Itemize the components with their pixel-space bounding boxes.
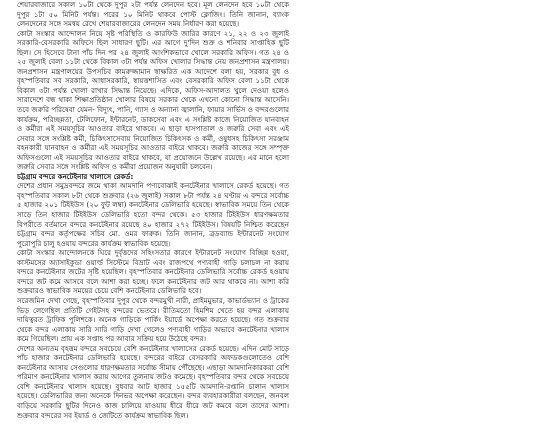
article-paragraph: সরেজমিন দেখা গেছে, বৃহস্পতিবার দুপুর থেকে বন্দরমুখী নারী, প্রাইমমুভার, কাভার্ডভ্যান ও ট্রাকের ভিড় লেগেছিল প্রতিটি গেইটসহ বন্দরের ভেতরে। রীতিমতো হিমশিম খেতে হয় বন্দর এলাকায় দায়িত্বরত ট্রাফিক পুলিশকে। অনেক গাড়িকে পার্কিং ইয়ার্ডে অপেক্ষা করতে হয়েছে। গত শুক্রবার থেকে বন্দর এলাকায় সারি সারি গাড়ি দেখা গেলেও পণ্যবাহী গাড়ির অভাবে কনটেইনার খালাস কমে গিয়েছিল। প্রায় এক সপ্তাহ পর আবার সক্রিয় হয়ে উঠেছে বন্দর। (17, 295, 289, 344)
article-paragraph: কোটা সংস্কার আন্দোলনকে ঘিরে দুর্বৃত্তদের সহিংসতার কারণে ইন্টারনেট সংযোগ বিচ্ছিন্ন হওয়া, কাস্টমসের অ্যাসাইকুডা ওয়ার্ল্ড সিস্টেমে বিভ্রাট এবং রাজপথে পণ্যবাহী গাড়ি চলাচল না করায় বন্দরে কনটেইনার জটের সৃষ্টি হয়েছিল। বৃহস্পতিবার কনটেইনার ডেলিভারি সর্বোচ্চ রেকর্ড হওয়ায় বন্দরে জট কমে আসবে বলে আশা করা হচ্ছে। ফলে কনটেইনার জট আর থাকবে না। আশা করি শুক্রবারও স্বাভাবিক সময়ের চেয়ে বেশি কনটেইনার ডেলিভারি হবে। (17, 248, 289, 296)
section-heading: চট্টগ্রাম বন্দরে কনটেইনার খালাসে রেকর্ড: (17, 171, 134, 181)
article-column (17, 0, 289, 440)
article-paragraph: কোটা সংস্কার আন্দোলন নিয়ে সৃষ্ট পরিস্থিতি ও কারফিউ জারির কারণে ২১, ২২ ও ২৩ জুলাই সরকারি-বেসরকারি অফিসে ছিল সাধারণ ছুটি। এর আগে দু'দিন শুক্র ও শনিবার সাপ্তাহিক ছুটি ছিল। সে হিসেবে টানা পাঁচ দিন পর ২৪ জুলাই আংশিকভাবে খোলে সরকারি অফিস। গত ২৪ ও ২৫ জুলাই বেলা ১১টা থেকে বিকাল ৩টা পর্যন্ত অফিস খোলার সিদ্ধান্ত নেয় জনপ্রশাসন মন্ত্রণালয়। জনপ্রশাসন মন্ত্রণালয়ের উপসচিব কামরুজ্জামান স্বাক্ষরিত এক আদেশে বলা হয়, সরকার বুধ ও বৃহস্পতিবার সব সরকারি, আধাসরকারি, স্বায়ত্তশাসিত এবং বেসরকারি অফিস বেলা ১১টা থেকে বিকাল ৩টা পর্যন্ত খোলা রাখার সিদ্ধান্ত নিয়েছে। এদিকে, অফিস-আদালত খুলে দেওয়া হলেও সারাদেশে বন্ধ থাকা শিক্ষাপ্রতিষ্ঠান খোলার বিষয়ে সরকার থেকে এখনো কোনো সিদ্ধান্ত আসেনি। তবে জরুরি পরিষেবা যেমন- বিদ্যুৎ, পানি, গ্যাস ও অন্যান্য জ্বালানি, ফায়ার সার্ভিস ও বন্দরগুলোর কার্যক্রম, পরিচ্ছন্নতা, টেলিফোন, ইন্টারনেট, ডাকসেবা এবং এ সংশ্লিষ্ট কাজে নিয়োজিত যানবাহন ও কর্মীরা এই সময়সূচির আওতার বাইরে থাকবে। এ ছাড়া হাসপাতাল ও জরুরি সেবা এবং এই সেবার সঙ্গে সংশ্লিষ্ট কর্মী, চিকিৎসাসেবায় নিয়োজিত চিকিৎসক ও কর্মী, ওষুধসহ চিকিৎসা সরঞ্জাম বহনকারী যানবাহন ও কর্মীরা এই সময়সূচির আওতার বাইরে থাকবে। জরুরি কাজের সঙ্গে সম্পৃক্ত অফিসগুলো এই সময়সূচির আওতার বাইরে থাকবে, যা প্রয়োজনে উল্লেখ রয়েছে। এর মানে হলো জরুরি সেবার সঙ্গে সংশ্লিষ্ট অফিস ও কর্মীরা প্রয়োজন অনুযায়ী চলবেন। (17, 28, 289, 172)
article-paragraph: দেশের অন্যতম বৃহত্তম বন্দরে সবচেয়ে বেশি কনটেইনার খালাসের রেকর্ড হয়েছে। এদিন মোট সাড়ে পাঁচ হাজার কনটেইনার ডেলিভারি হয়েছে। বন্দরের বাইরে বেসরকারি অফডকগুলোতেও বেশি কনটেইনার আসায় সেগুলোর ধারণক্ষমতার সর্বোচ্চ সীমায় পৌঁছেছে। এছাড়া আমদানিকারকরা বেশি পরিমাণ কনটেইনার খালাস করায় আগের তুলনায় জটও কমেছে। বৃহস্পতিবার বন্দর থেকে সবচেয়ে বেশি কনটেইনার খালাস হয়েছে। বুধবার আট হাজার ১৫৫টি আমদানি-রপ্তানি চালান খালাস হয়েছে। ডেলিভারির জন্য অনেকে দিনভর অপেক্ষা করেছেন। বন্দর ব্যবহারকারীরা বলছেন, জনবল বাড়িয়ে সরকারি ছুটির দিনেও কাজ চালিয়ে যাওয়ায় ধীরে ধীরে জট কমবে বলে তাদের আশা। শুক্রবার বন্দরের সব ইয়ার্ড ও জেটিতে কার্যক্রম স্বাভাবিক ছিল। (17, 343, 289, 420)
article-paragraph: শেয়ারবাজারে সকাল ১০টা থেকে দুপুর ২টা পর্যন্ত লেনদেন হবে। মূল লেনদেন হবে ১০টা থেকে দুপুর ১টা ৫০ মিনিট পর্যন্ত। পরের ১০ মিনিট থাকবে পোস্ট ক্লোজিং। তিনি জানান, ব্যাংক লেনদেনের সঙ্গে সমন্বয় রেখে শেয়ারবাজারের লেনদেন সময় নির্ধারণ করা হয়েছে। (17, 0, 289, 29)
article-paragraph: দেশের প্রধান সমুদ্রবন্দরে জমে থাকা আমদানি পণ্যবোঝাই কনটেইনার খালাসে রেকর্ড হয়েছে। গত বৃহস্পতিবার সকাল ৮টা থেকে শুক্রবার (২৬ জুলাই) সকাল ৮টা পর্যন্ত ২৪ ঘণ্টায় এ বন্দরে সর্বোচ্চ ৫ হাজার ২০১ টিইইউস (২০ ফুট লম্বা) কনটেইনার ডেলিভারি হয়েছে। স্বাভাবিক সময়ে তিন থেকে সাড়ে তিন হাজার টিইইউস ডেলিভারি হতো বন্দর থেকে। ৫৩ হাজার টিইইউস ধারণক্ষমতার বিপরীতে বর্তমানে বন্দরে কনটেইনার রয়েছে ৪০ হাজার ২৭২ টিইইউস। বিষয়টি নিশ্চিত করেছেন চট্টগ্রাম বন্দর কর্তৃপক্ষের সচিব মো. ওমর ফারুক। তিনি জানান, ব্রডব্যান্ড ইন্টারনেট সংযোগ পুরোপুরি চালু হওয়ায় বন্দরের কার্যক্রম স্বাভাবিক হয়েছে। (17, 181, 289, 248)
